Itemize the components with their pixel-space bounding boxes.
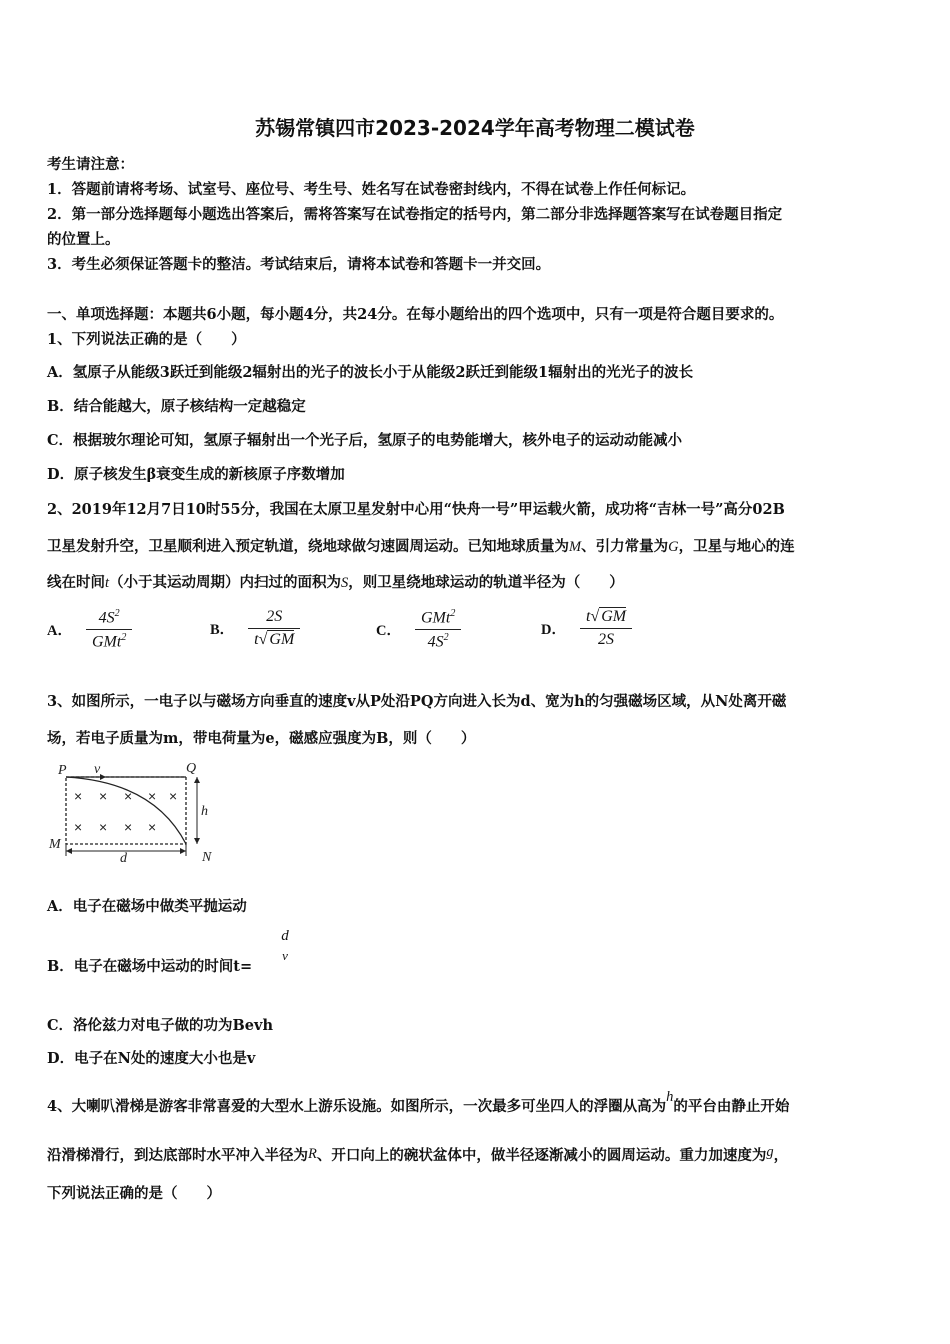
q3-option-c: C．洛伦兹力对电子做的功为Bevh (47, 1017, 273, 1034)
label-N: N (202, 850, 212, 865)
field-cross: × (74, 788, 83, 804)
symbol-S: S (341, 575, 349, 591)
q4-line1b: 的平台由静止开始 (673, 1098, 790, 1115)
fraction: $\frac{2S}{t√ GM}$ (248, 608, 300, 649)
notice-item-2: 2．第一部分选择题每小题选出答案后，需将答案写在试卷指定的括号内，第二部分非选择题答案写在试卷题目指定 (47, 206, 783, 223)
label-P: P (58, 763, 67, 778)
field-cross: × (99, 788, 108, 804)
exponent: 2 (114, 608, 120, 619)
q2-line3c: ，则卫星绕地球运动的轨道半径为（ ） (348, 574, 624, 591)
h-arrow-bottom (194, 838, 200, 844)
symbol-R: R (308, 1146, 317, 1162)
q3-line2: 场，若电子质量为m，带电荷量为e，磁感应强度为B，则（ ） (47, 730, 476, 747)
symbol-M: M (569, 539, 582, 555)
page-title: 苏锡常镇四市2023-2024学年高考物理二模试卷 (255, 116, 695, 140)
q2-option-c (376, 608, 461, 652)
symbol-g: g (766, 1144, 774, 1160)
radicand: GM (269, 631, 295, 648)
q4-line2 (47, 1144, 788, 1165)
field-cross: × (99, 819, 108, 835)
exponent: 2 (450, 608, 456, 619)
denominator: 4S (427, 633, 444, 651)
exponent: 2 (121, 632, 127, 644)
d-arrow-right (180, 848, 186, 854)
q3-b-fraction (278, 928, 292, 964)
q1-stem: 1、下列说法正确的是（ ） (47, 331, 246, 348)
fraction: $\frac{t√ GM}{2S}$ (580, 608, 632, 649)
q2-line2a: 卫星发射升空，卫星顺利进入预定轨道，绕地球做匀速圆周运动。已知地球质量为 (47, 538, 569, 555)
q2-option-b (210, 608, 300, 649)
q4-line1 (47, 1089, 790, 1116)
denominator: GMt (91, 633, 122, 651)
field-cross: × (124, 819, 133, 835)
q3-line1: 3、如图所示，一电子以与磁场方向垂直的速度v从P处沿PQ方向进入长为d、宽为h的匀强磁场区域，从N处离开磁 (47, 693, 787, 710)
option-label: C． (376, 623, 401, 640)
q2-line3a: 线在时间 (47, 574, 105, 591)
denominator: 2S (598, 631, 615, 648)
field-cross: × (124, 788, 133, 804)
q1-option-a: A．氢原子从能级3跃迁到能级2辐射出的光子的波长小于从能级2跃迁到能级1辐射出的光光子的波长 (47, 364, 694, 381)
d-arrow-left (66, 848, 72, 854)
numerator: GMt (420, 609, 451, 627)
q4-line3: 下列说法正确的是（ ） (47, 1185, 221, 1202)
q2-option-d (541, 608, 632, 649)
denominator-prefix: t (254, 631, 259, 648)
symbol-h: h (666, 1089, 674, 1105)
q1-option-b: B．结合能越大，原子核结构一定越稳定 (47, 398, 306, 415)
q1-option-d: D．原子核发生β衰变生成的新核原子序数增加 (47, 466, 345, 483)
symbol-t: t (105, 575, 110, 591)
q2-line1: 2、2019年12月7日10时55分，我国在太原卫星发射中心用“快舟一号”甲运载火箭，成功将“吉林一号”高分02B (47, 501, 785, 518)
label-Q: Q (186, 761, 197, 776)
q3-option-b: B．电子在磁场中运动的时间t= (47, 958, 253, 975)
field-cross: × (74, 819, 83, 835)
option-label: A． (47, 623, 72, 640)
notice-item-3: 3．考生必须保证答题卡的整洁。考试结束后，请将本试卷和答题卡一并交回。 (47, 256, 551, 273)
denominator: v (282, 948, 288, 963)
q3-option-d: D．电子在N处的速度大小也是v (47, 1050, 256, 1067)
q4-line2b: 、开口向上的碗状盆体中，做半径逐渐减小的圆周运动。重力加速度为 (316, 1147, 767, 1164)
exponent: 2 (443, 632, 449, 644)
numerator: 2S (266, 608, 283, 625)
q2-option-a (47, 608, 132, 652)
field-cross: × (148, 819, 157, 835)
label-M: M (49, 837, 61, 852)
magnetic-field-diagram (44, 760, 224, 865)
q1-option-c: C．根据玻尔理论可知，氢原子辐射出一个光子后，氢原子的电势能增大，核外电子的运动动能减小 (47, 432, 683, 449)
q4-line2a: 沿滑梯滑行，到达底部时水平冲入半径为 (47, 1147, 308, 1164)
field-cross: × (148, 788, 157, 804)
notice-heading: 考生请注意： (47, 156, 134, 173)
radicand: GM (601, 608, 627, 625)
numerator: d (281, 928, 289, 944)
fraction (86, 608, 132, 652)
q3-option-a: A．电子在磁场中做类平抛运动 (47, 898, 247, 915)
h-arrow-top (194, 777, 200, 783)
option-label: D． (541, 622, 566, 638)
q4-line1a: 4、大喇叭滑梯是游客非常喜爱的大型水上游乐设施。如图所示，一次最多可坐四人的浮圈从高为 (47, 1098, 667, 1115)
section-heading: 一、单项选择题：本题共6小题，每小题4分，共24分。在每小题给出的四个选项中，只有一项是符合题目要求的。 (47, 306, 784, 323)
field-cross: × (169, 788, 178, 804)
numerator-prefix: t (585, 608, 591, 625)
option-label: B． (210, 622, 235, 638)
label-d: d (120, 851, 127, 865)
q2-line2c: ，卫星与地心的连 (678, 538, 795, 555)
notice-item-2-cont: 的位置上。 (47, 231, 120, 248)
velocity-arrow (100, 774, 106, 780)
fraction (415, 608, 461, 652)
q2-line3b: （小于其运动周期）内扫过的面积为 (109, 574, 342, 591)
label-v: v (94, 762, 101, 777)
q2-line2b: 、引力常量为 (581, 538, 669, 555)
q2-line3 (47, 571, 624, 592)
notice-item-1: 1．答题前请将考场、试室号、座位号、考生号、姓名写在试卷密封线内，不得在试卷上作任何标记。 (47, 181, 696, 198)
label-h: h (201, 804, 208, 819)
q2-line2 (47, 535, 795, 556)
symbol-G: G (668, 539, 679, 555)
numerator: 4S (98, 609, 115, 627)
q4-line2c: ， (773, 1147, 789, 1164)
